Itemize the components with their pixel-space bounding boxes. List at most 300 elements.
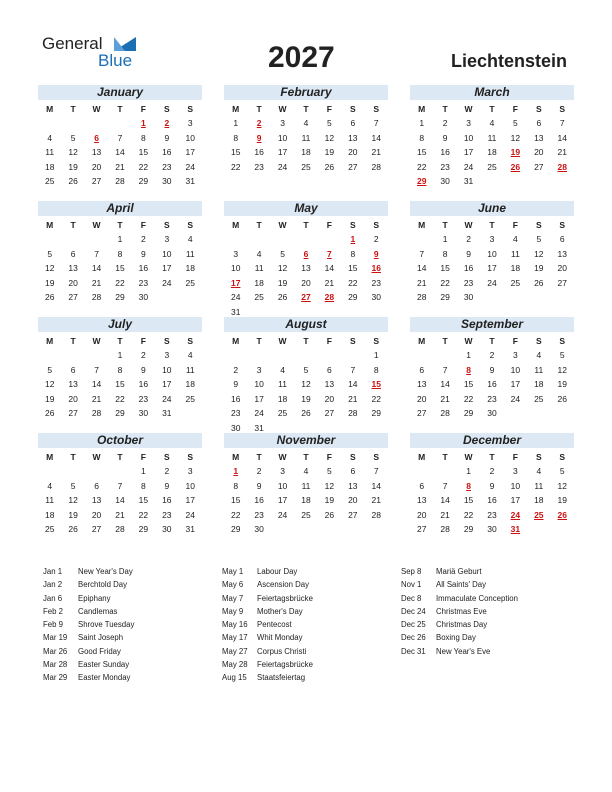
day-cell: 18 <box>254 277 264 288</box>
day-cell: 12 <box>301 379 311 390</box>
day-cell: 10 <box>185 480 195 491</box>
day-cell: 11 <box>185 248 195 259</box>
day-cell: 7 <box>373 118 379 128</box>
day-cell: 18 <box>44 161 55 172</box>
weekday-label: W <box>92 104 101 114</box>
day-cell: 11 <box>45 495 55 506</box>
holiday-list-column <box>222 565 313 685</box>
day-cell: 12 <box>68 495 78 506</box>
day-cell: 6 <box>94 480 99 491</box>
holiday-day-cell: 1 <box>141 118 146 128</box>
day-cell: 31 <box>230 306 241 317</box>
day-cell: 19 <box>301 393 311 404</box>
holiday-row <box>43 671 134 684</box>
weekday-label: S <box>535 452 542 462</box>
day-cell: 5 <box>303 364 309 375</box>
weekday-label: W <box>464 336 473 346</box>
day-cell: 23 <box>487 393 497 404</box>
empty-cell <box>38 232 61 247</box>
day-cell: 17 <box>510 495 521 506</box>
day-cell: 10 <box>510 364 521 375</box>
day-cell: 28 <box>91 408 102 419</box>
day-cell: 9 <box>489 364 495 375</box>
weekday-label: S <box>163 104 170 114</box>
day-cell: 4 <box>513 234 518 244</box>
day-cell: 26 <box>301 408 311 419</box>
weekday-label: T <box>442 336 448 346</box>
weekday-label: T <box>256 104 262 114</box>
day-cell: 19 <box>44 393 55 404</box>
holiday-day-cell: 1 <box>233 466 239 476</box>
month-december <box>410 433 574 537</box>
weekday-label: T <box>489 220 495 230</box>
day-cell: 8 <box>141 480 146 491</box>
holiday-name: Shrove Tuesday <box>78 620 135 630</box>
day-cell: 20 <box>534 147 544 158</box>
holiday-name: New Year's Day <box>78 567 133 576</box>
weekday-label: T <box>117 220 123 230</box>
holiday-day-cell: 28 <box>324 292 335 303</box>
day-cell: 28 <box>440 408 450 419</box>
day-cell: 13 <box>68 263 78 274</box>
empty-cell <box>224 232 247 247</box>
empty-cell <box>247 232 270 247</box>
weekday-label: W <box>278 452 287 462</box>
day-cell: 3 <box>187 466 193 476</box>
day-cell: 4 <box>256 248 262 259</box>
day-cell: 9 <box>233 379 239 390</box>
day-cell: 13 <box>301 263 311 274</box>
day-cell: 10 <box>277 132 288 143</box>
day-cell: 18 <box>185 379 195 390</box>
day-cell: 5 <box>513 118 518 128</box>
holiday-row <box>43 631 134 644</box>
holiday-name: Ascension Day <box>257 580 310 590</box>
day-cell: 1 <box>117 350 123 360</box>
day-cell: 20 <box>91 161 102 172</box>
weekday-label: S <box>535 104 542 114</box>
day-cell: 28 <box>440 524 450 535</box>
day-cell: 26 <box>324 161 335 172</box>
holiday-date: May 16 <box>222 620 248 630</box>
day-cell: 25 <box>277 408 288 419</box>
month-title: July <box>38 317 202 332</box>
day-cell: 15 <box>115 379 125 390</box>
weekday-label: M <box>46 336 54 346</box>
day-cell: 14 <box>416 263 427 274</box>
holiday-name: Candlemas <box>78 606 118 616</box>
month-title: November <box>224 433 388 448</box>
weekday-header <box>38 219 202 232</box>
day-cell: 25 <box>254 292 264 303</box>
weekday-label: S <box>187 452 194 462</box>
holiday-name: Easter Monday <box>78 673 131 683</box>
weekday-label: M <box>46 104 54 114</box>
day-cell: 27 <box>68 408 78 419</box>
day-cell: 4 <box>536 350 542 360</box>
day-cell: 4 <box>536 466 542 476</box>
holiday-row <box>43 605 134 618</box>
day-cell: 1 <box>373 350 379 360</box>
holiday-date: Jan 2 <box>43 580 63 590</box>
holiday-list-column <box>401 565 518 658</box>
holiday-day-cell: 2 <box>164 118 170 128</box>
weekday-label: F <box>326 220 332 230</box>
day-cell: 29 <box>115 408 125 419</box>
day-cell: 4 <box>187 350 193 360</box>
holiday-name: Mother's Day <box>257 606 303 616</box>
day-cell: 6 <box>350 466 356 476</box>
empty-cell <box>61 348 84 363</box>
holiday-date: Jan 6 <box>43 593 63 603</box>
weekday-label: W <box>278 104 287 114</box>
day-grid <box>410 232 574 305</box>
weekday-label: M <box>46 220 54 230</box>
day-cell: 21 <box>440 393 450 404</box>
day-cell: 22 <box>463 509 474 520</box>
day-cell: 28 <box>416 292 427 303</box>
day-cell: 2 <box>489 350 495 360</box>
holiday-date: May 9 <box>222 606 244 616</box>
day-cell: 12 <box>510 132 521 143</box>
month-title: May <box>224 201 388 216</box>
day-cell: 20 <box>91 509 102 520</box>
weekday-label: M <box>418 336 426 346</box>
day-cell: 30 <box>162 524 172 535</box>
weekday-label: T <box>442 220 448 230</box>
day-cell: 8 <box>233 132 239 143</box>
day-cell: 6 <box>70 364 76 375</box>
day-cell: 23 <box>254 509 264 520</box>
weekday-label: S <box>559 336 566 346</box>
day-cell: 15 <box>115 263 125 274</box>
day-cell: 23 <box>463 277 474 288</box>
weekday-label: M <box>232 104 240 114</box>
holiday-row <box>222 605 313 618</box>
day-cell: 8 <box>141 132 146 143</box>
weekday-header <box>224 335 388 348</box>
holiday-day-cell: 8 <box>466 364 471 375</box>
holiday-row <box>222 578 313 591</box>
day-cell: 26 <box>534 277 544 288</box>
day-grid <box>410 116 574 189</box>
day-cell: 11 <box>487 132 497 143</box>
day-cell: 23 <box>230 408 241 419</box>
holiday-date: May 1 <box>222 567 244 576</box>
day-cell: 3 <box>280 466 285 476</box>
weekday-label: M <box>418 452 426 462</box>
empty-cell <box>294 232 317 247</box>
day-cell: 23 <box>162 509 172 520</box>
day-cell: 10 <box>463 132 474 143</box>
day-cell: 8 <box>373 364 379 375</box>
day-cell: 3 <box>489 234 495 244</box>
weekday-label: S <box>535 336 542 346</box>
day-cell: 24 <box>277 161 288 172</box>
day-cell: 2 <box>141 350 146 360</box>
holiday-row <box>222 631 313 644</box>
day-cell: 29 <box>138 176 149 187</box>
holiday-day-cell: 7 <box>327 248 332 259</box>
weekday-label: S <box>373 336 380 346</box>
day-cell: 14 <box>91 263 102 274</box>
holiday-name: Good Friday <box>78 646 121 656</box>
holiday-name: Labour Day <box>257 567 298 576</box>
weekday-label: S <box>163 452 170 462</box>
day-cell: 5 <box>47 248 53 259</box>
day-cell: 13 <box>324 379 335 390</box>
weekday-label: S <box>163 336 170 346</box>
holiday-date: Dec 8 <box>401 593 422 603</box>
weekday-label: W <box>92 452 101 462</box>
holiday-row <box>401 618 518 631</box>
day-cell: 8 <box>419 132 425 143</box>
day-cell: 20 <box>348 495 358 506</box>
day-cell: 27 <box>68 292 78 303</box>
day-cell: 19 <box>557 495 567 506</box>
holiday-day-cell: 29 <box>416 176 427 187</box>
holiday-day-cell: 26 <box>510 161 521 172</box>
weekday-label: T <box>489 336 495 346</box>
weekday-label: T <box>70 220 76 230</box>
logo-triangle-accent-icon <box>114 37 125 51</box>
holiday-row <box>222 671 313 684</box>
empty-cell <box>61 464 84 479</box>
weekday-label: S <box>559 220 566 230</box>
holiday-day-cell: 26 <box>557 509 567 520</box>
weekday-label: S <box>187 336 194 346</box>
holiday-day-cell: 28 <box>557 161 567 172</box>
day-cell: 13 <box>416 379 427 390</box>
holiday-day-cell: 19 <box>510 147 521 158</box>
day-cell: 14 <box>115 495 125 506</box>
day-cell: 20 <box>68 393 78 404</box>
day-cell: 17 <box>277 495 288 506</box>
holiday-name: All Saints' Day <box>436 580 487 590</box>
month-may <box>224 201 388 320</box>
day-cell: 2 <box>489 466 495 476</box>
holiday-day-cell: 16 <box>371 263 381 274</box>
month-title: December <box>410 433 574 448</box>
day-cell: 12 <box>44 263 55 274</box>
month-title: October <box>38 433 202 448</box>
day-cell: 21 <box>557 147 567 158</box>
day-cell: 15 <box>416 147 427 158</box>
weekday-label: T <box>489 452 495 462</box>
day-cell: 22 <box>371 393 381 404</box>
empty-cell <box>85 116 108 131</box>
holiday-row <box>43 592 134 605</box>
day-cell: 22 <box>115 393 125 404</box>
day-cell: 27 <box>91 524 102 535</box>
day-cell: 14 <box>440 495 450 506</box>
logo <box>42 34 152 74</box>
holiday-list-column <box>43 565 134 685</box>
day-cell: 11 <box>301 480 311 491</box>
day-cell: 31 <box>463 176 474 187</box>
day-cell: 12 <box>557 480 567 491</box>
weekday-label: M <box>232 452 240 462</box>
weekday-label: T <box>70 452 76 462</box>
weekday-label: W <box>92 220 101 230</box>
day-cell: 30 <box>230 422 241 433</box>
day-cell: 24 <box>487 277 497 288</box>
day-cell: 1 <box>466 466 471 476</box>
day-cell: 17 <box>277 147 288 158</box>
day-cell: 20 <box>301 277 311 288</box>
day-cell: 12 <box>324 480 335 491</box>
day-cell: 5 <box>280 248 285 259</box>
weekday-header <box>224 451 388 464</box>
day-cell: 16 <box>440 147 450 158</box>
day-cell: 30 <box>138 292 149 303</box>
day-cell: 2 <box>256 466 262 476</box>
day-cell: 7 <box>442 480 448 491</box>
day-cell: 30 <box>371 292 381 303</box>
day-cell: 22 <box>348 277 358 288</box>
empty-cell <box>61 116 84 131</box>
day-grid <box>38 464 202 537</box>
holiday-row <box>401 592 518 605</box>
month-april <box>38 201 202 305</box>
day-cell: 19 <box>534 263 544 274</box>
weekday-label: W <box>464 452 473 462</box>
day-cell: 24 <box>230 292 241 303</box>
day-cell: 3 <box>256 364 262 375</box>
holiday-date: May 28 <box>222 660 248 670</box>
day-grid <box>410 348 574 421</box>
day-cell: 23 <box>138 393 149 404</box>
day-cell: 11 <box>278 379 287 390</box>
day-cell: 25 <box>510 277 521 288</box>
day-cell: 1 <box>442 234 448 244</box>
day-cell: 3 <box>164 350 170 360</box>
month-march <box>410 85 574 189</box>
weekday-label: T <box>70 104 76 114</box>
day-cell: 24 <box>185 161 195 172</box>
day-cell: 23 <box>487 509 497 520</box>
day-cell: 31 <box>162 408 172 419</box>
day-cell: 22 <box>416 161 427 172</box>
empty-cell <box>38 464 61 479</box>
weekday-header <box>224 103 388 116</box>
day-cell: 6 <box>327 364 332 375</box>
holiday-day-cell: 1 <box>350 234 356 244</box>
day-cell: 11 <box>534 364 544 375</box>
day-cell: 8 <box>350 248 356 259</box>
day-cell: 12 <box>324 132 335 143</box>
day-cell: 26 <box>68 176 78 187</box>
day-cell: 30 <box>254 524 264 535</box>
day-cell: 7 <box>419 248 425 259</box>
day-cell: 23 <box>371 277 381 288</box>
weekday-label: F <box>326 336 332 346</box>
day-cell: 27 <box>534 161 544 172</box>
day-cell: 25 <box>185 393 195 404</box>
day-cell: 27 <box>324 408 335 419</box>
day-cell: 4 <box>303 118 309 128</box>
weekday-label: M <box>232 220 240 230</box>
day-cell: 29 <box>463 524 474 535</box>
weekday-label: W <box>464 220 473 230</box>
empty-cell <box>410 464 433 479</box>
day-cell: 14 <box>440 379 450 390</box>
day-cell: 18 <box>301 495 311 506</box>
day-cell: 15 <box>348 263 358 274</box>
day-cell: 9 <box>466 248 471 259</box>
day-cell: 2 <box>442 118 448 128</box>
day-cell: 8 <box>233 480 239 491</box>
day-cell: 30 <box>487 408 497 419</box>
day-cell: 5 <box>47 364 53 375</box>
day-cell: 10 <box>185 132 195 143</box>
holiday-row <box>222 565 313 578</box>
holiday-day-cell: 2 <box>256 118 262 128</box>
day-cell: 25 <box>487 161 497 172</box>
empty-cell <box>433 464 456 479</box>
holiday-date: May 17 <box>222 633 248 643</box>
page-title-year: 2027 <box>268 41 335 74</box>
empty-cell <box>224 348 247 363</box>
day-cell: 4 <box>280 364 285 375</box>
weekday-label: W <box>278 336 287 346</box>
holiday-name: New Year's Eve <box>436 646 491 656</box>
weekday-label: T <box>303 336 309 346</box>
day-cell: 1 <box>117 234 123 244</box>
day-cell: 19 <box>44 277 55 288</box>
day-cell: 25 <box>185 277 195 288</box>
day-cell: 25 <box>44 176 55 187</box>
day-cell: 28 <box>348 408 358 419</box>
weekday-label: S <box>187 220 194 230</box>
day-cell: 20 <box>416 509 427 520</box>
day-cell: 31 <box>185 176 195 187</box>
day-cell: 28 <box>371 509 381 520</box>
day-cell: 11 <box>185 364 195 375</box>
holiday-day-cell: 9 <box>373 248 379 259</box>
day-cell: 15 <box>463 379 474 390</box>
day-cell: 8 <box>117 248 123 259</box>
day-cell: 6 <box>350 118 356 128</box>
weekday-label: F <box>512 452 518 462</box>
day-cell: 7 <box>373 466 379 476</box>
weekday-label: T <box>256 336 262 346</box>
empty-cell <box>410 232 433 247</box>
weekday-label: T <box>256 452 262 462</box>
day-cell: 9 <box>141 248 146 259</box>
holiday-row <box>43 578 134 591</box>
day-cell: 4 <box>187 234 193 244</box>
day-cell: 1 <box>141 466 146 476</box>
day-cell: 28 <box>371 161 381 172</box>
day-cell: 18 <box>44 509 55 520</box>
day-cell: 27 <box>416 408 427 419</box>
empty-cell <box>433 348 456 363</box>
weekday-label: F <box>326 104 332 114</box>
day-cell: 9 <box>256 480 262 491</box>
day-cell: 22 <box>138 161 149 172</box>
day-cell: 11 <box>254 263 264 274</box>
weekday-label: W <box>464 104 473 114</box>
holiday-name: Christmas Day <box>436 620 488 630</box>
day-cell: 11 <box>534 480 544 491</box>
month-july <box>38 317 202 421</box>
holiday-date: May 7 <box>222 593 244 603</box>
day-cell: 5 <box>327 466 332 476</box>
day-cell: 22 <box>115 277 125 288</box>
day-cell: 16 <box>487 495 497 506</box>
day-cell: 23 <box>138 277 149 288</box>
